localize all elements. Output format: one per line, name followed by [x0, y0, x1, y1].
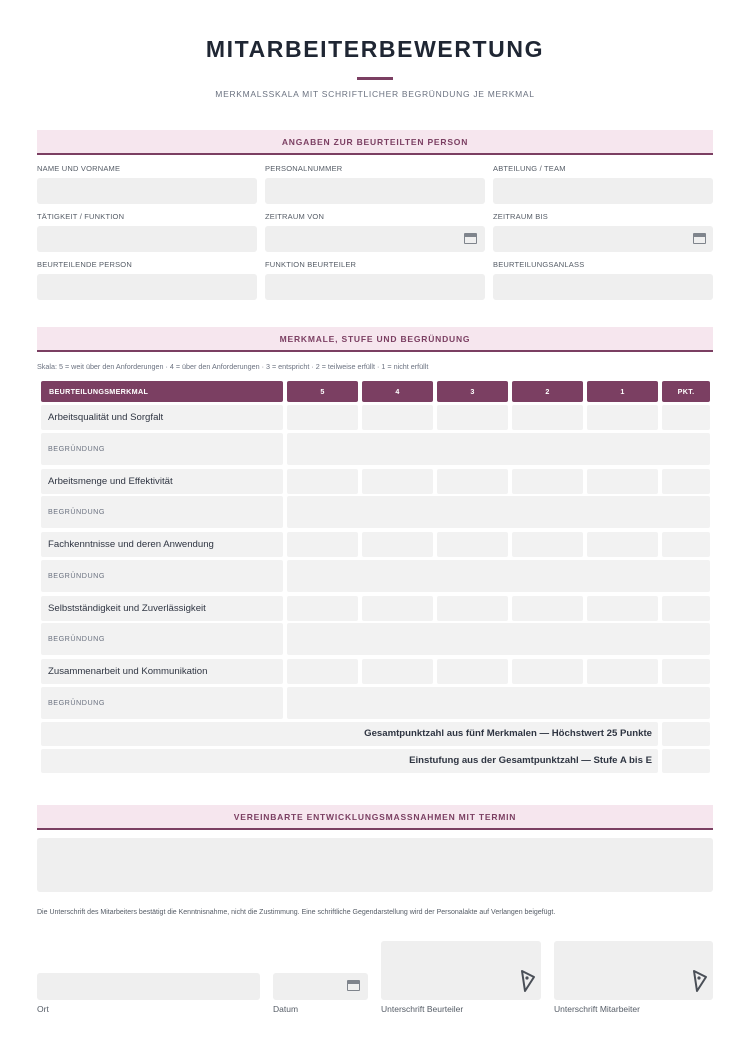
column-header-1: 1 [587, 381, 658, 402]
section-heading-measures: VEREINBARTE ENTWICKLUNGSMASSNAHMEN MIT TERMIN [37, 805, 713, 830]
measures-field[interactable] [37, 838, 713, 892]
signature-note: Die Unterschrift des Mitarbeiters bestätigt die Kenntnisnahme, nicht die Zustimmung. Eine schriftliche Gegendarstellung wird der Personalakte auf Verlangen beigefügt. [37, 909, 556, 916]
grade-field[interactable] [662, 749, 710, 773]
label-personalnummer: PERSONALNUMMER [265, 164, 343, 173]
rating-cell-2[interactable] [512, 405, 583, 430]
rating-cell-3[interactable] [437, 596, 508, 621]
justification-field[interactable] [287, 496, 710, 528]
signature-beurteiler-label: Unterschrift Beurteiler [381, 1004, 464, 1014]
signature-beurteiler-field[interactable] [381, 941, 541, 1000]
points-cell[interactable] [662, 532, 710, 557]
rating-cell-1[interactable] [587, 532, 658, 557]
rating-cell-1[interactable] [587, 405, 658, 430]
pen-icon [520, 969, 536, 993]
taetigkeit-field[interactable] [37, 226, 257, 252]
total-points-field[interactable] [662, 722, 710, 746]
ort-label: Ort [37, 1004, 49, 1014]
rating-cell-5[interactable] [287, 659, 358, 684]
calendar-icon[interactable] [464, 233, 477, 244]
page-title: MITARBEITERBEWERTUNG [205, 36, 545, 62]
calendar-icon[interactable] [693, 233, 706, 244]
signature-mitarbeiter-label: Unterschrift Mitarbeiter [554, 1004, 640, 1014]
justification-field[interactable] [287, 623, 710, 655]
label-zeitraum-bis: ZEITRAUM BIS [493, 212, 548, 221]
pen-icon [692, 969, 708, 993]
datum-field[interactable] [273, 973, 368, 1000]
ort-field[interactable] [37, 973, 260, 1000]
personalnummer-field[interactable] [265, 178, 485, 204]
label-zeitraum-von: ZEITRAUM VON [265, 212, 325, 221]
signature-mitarbeiter-field[interactable] [554, 941, 713, 1000]
zeitraum-von-field[interactable] [265, 226, 485, 252]
justification-label: BEGRÜNDUNG [41, 496, 283, 528]
rating-cell-2[interactable] [512, 469, 583, 494]
column-header-3: 3 [437, 381, 508, 402]
rating-cell-1[interactable] [587, 659, 658, 684]
rating-cell-2[interactable] [512, 659, 583, 684]
page-subtitle: MERKMALSSKALA MIT SCHRIFTLICHER BEGRÜNDUNG JE MERKMAL [215, 89, 535, 99]
label-name: NAME UND VORNAME [37, 164, 121, 173]
justification-field[interactable] [287, 433, 710, 465]
zeitraum-bis-field[interactable] [493, 226, 713, 252]
section-heading-criteria: MERKMALE, STUFE UND BEGRÜNDUNG [37, 327, 713, 352]
criterion-label: Arbeitsqualität und Sorgfalt [41, 405, 283, 430]
column-header-5: 5 [287, 381, 358, 402]
criterion-label: Arbeitsmenge und Effektivität [41, 469, 283, 494]
criterion-label: Fachkenntnisse und deren Anwendung [41, 532, 283, 557]
name-field[interactable] [37, 178, 257, 204]
points-cell[interactable] [662, 405, 710, 430]
label-abteilung: ABTEILUNG / TEAM [493, 164, 566, 173]
grade-label: Einstufung aus der Gesamtpunktzahl — Stufe A bis E [41, 749, 658, 773]
rating-cell-5[interactable] [287, 596, 358, 621]
rating-cell-3[interactable] [437, 532, 508, 557]
rating-cell-5[interactable] [287, 532, 358, 557]
points-cell[interactable] [662, 596, 710, 621]
justification-field[interactable] [287, 560, 710, 592]
rating-cell-5[interactable] [287, 469, 358, 494]
abteilung-field[interactable] [493, 178, 713, 204]
title-underline [357, 77, 393, 80]
rating-cell-4[interactable] [362, 469, 433, 494]
scale-note: Skala: 5 = weit über den Anforderungen · 4 = über den Anforderungen · 3 = entspricht · 2 = teilweise erfüllt · 1 = nicht erfüllt [37, 362, 429, 371]
rating-cell-3[interactable] [437, 469, 508, 494]
label-funktion-beurteiler: FUNKTION BEURTEILER [265, 260, 357, 269]
column-header-points: PKT. [662, 381, 710, 402]
justification-label: BEGRÜNDUNG [41, 623, 283, 655]
funktion-beurteiler-field[interactable] [265, 274, 485, 300]
rating-cell-4[interactable] [362, 596, 433, 621]
rating-cell-2[interactable] [512, 532, 583, 557]
points-cell[interactable] [662, 659, 710, 684]
total-points-label: Gesamtpunktzahl aus fünf Merkmalen — Höchstwert 25 Punkte [41, 722, 658, 746]
rating-cell-4[interactable] [362, 659, 433, 684]
label-taetigkeit: TÄTIGKEIT / FUNKTION [37, 212, 125, 221]
rating-cell-3[interactable] [437, 405, 508, 430]
column-header-2: 2 [512, 381, 583, 402]
label-beurteiler: BEURTEILENDE PERSON [37, 260, 132, 269]
rating-cell-4[interactable] [362, 532, 433, 557]
calendar-icon[interactable] [347, 980, 360, 991]
points-cell[interactable] [662, 469, 710, 494]
rating-cell-5[interactable] [287, 405, 358, 430]
rating-cell-3[interactable] [437, 659, 508, 684]
rating-cell-1[interactable] [587, 469, 658, 494]
rating-cell-4[interactable] [362, 405, 433, 430]
justification-field[interactable] [287, 687, 710, 719]
column-header-4: 4 [362, 381, 433, 402]
justification-label: BEGRÜNDUNG [41, 687, 283, 719]
justification-label: BEGRÜNDUNG [41, 433, 283, 465]
datum-label: Datum [273, 1004, 299, 1014]
rating-cell-1[interactable] [587, 596, 658, 621]
rating-cell-2[interactable] [512, 596, 583, 621]
criterion-label: Selbstständigkeit und Zuverlässigkeit [41, 596, 283, 621]
column-header-criterion: BEURTEILUNGSMERKMAL [41, 381, 283, 402]
label-anlass: BEURTEILUNGSANLASS [493, 260, 585, 269]
anlass-field[interactable] [493, 274, 713, 300]
justification-label: BEGRÜNDUNG [41, 560, 283, 592]
section-heading-person: ANGABEN ZUR BEURTEILTEN PERSON [37, 130, 713, 155]
criterion-label: Zusammenarbeit und Kommunikation [41, 659, 283, 684]
beurteiler-field[interactable] [37, 274, 257, 300]
